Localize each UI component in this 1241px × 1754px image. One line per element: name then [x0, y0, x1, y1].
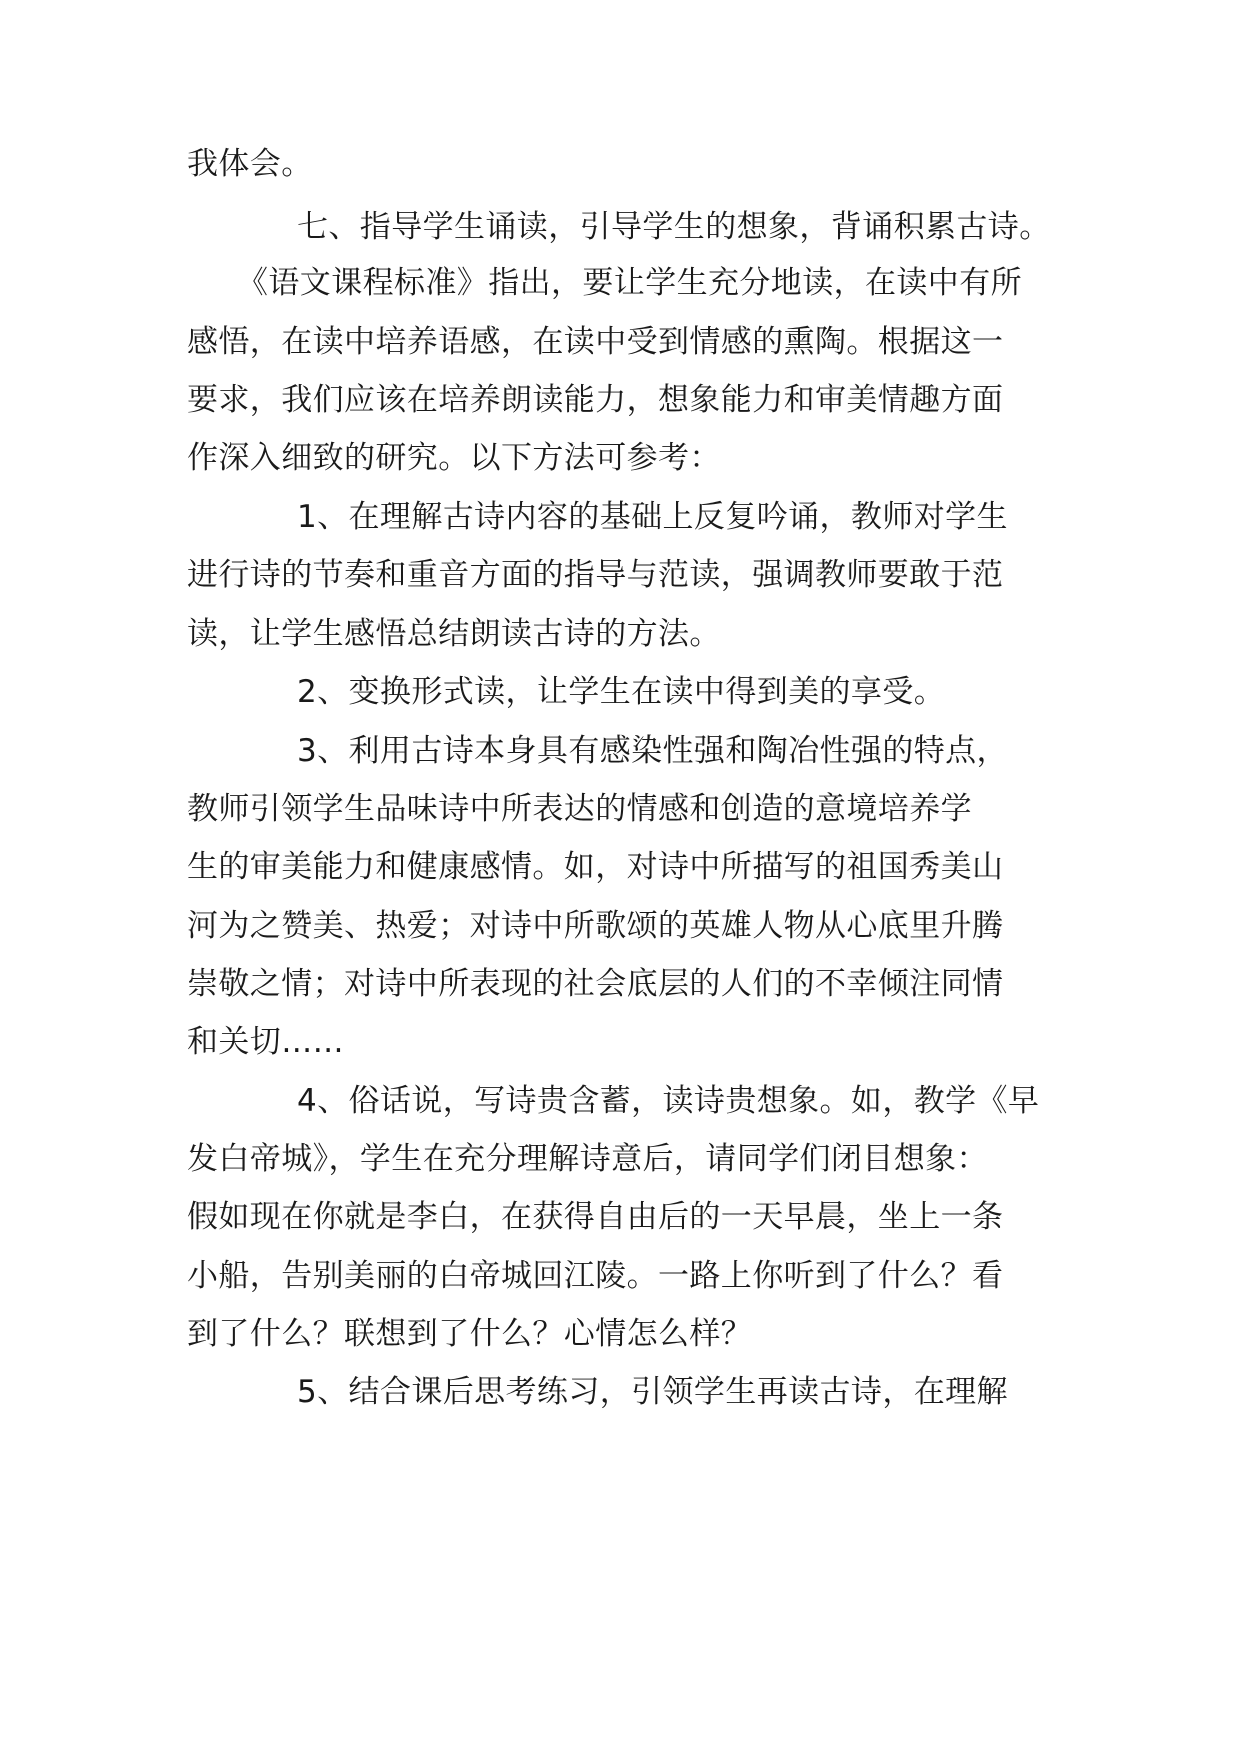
text-line: 假如现在你就是李白，在获得自由后的一天早晨，坐上一条 [187, 1199, 1004, 1235]
text-line: 感悟，在读中培养语感，在读中受到情感的熏陶。根据这一 [187, 324, 1004, 360]
text-line: 读，让学生感悟总结朗读古诗的方法。 [187, 616, 721, 652]
text-line: 教师引领学生品味诗中所表达的情感和创造的意境培养学 [187, 791, 972, 827]
text-line: 小船，告别美丽的白帝城回江陵。一路上你听到了什么？看 [187, 1258, 1004, 1294]
list-item-2: 2、变换形式读，让学生在读中得到美的享受。 [297, 674, 946, 710]
text-line: 生的审美能力和健康感情。如，对诗中所描写的祖国秀美山 [187, 849, 1004, 885]
text-line: 进行诗的节奏和重音方面的指导与范读，强调教师要敢于范 [187, 557, 1004, 593]
list-item-5: 5、结合课后思考练习，引领学生再读古诗，在理解 [297, 1374, 1008, 1410]
list-item-1: 1、在理解古诗内容的基础上反复吟诵，教师对学生 [297, 499, 1008, 535]
text-line: 作深入细致的研究。以下方法可参考： [187, 440, 721, 476]
list-item-4: 4、俗话说，写诗贵含蓄，读诗贵想象。如，教学《早 [297, 1083, 1040, 1119]
text-line: 到了什么？联想到了什么？心情怎么样？ [187, 1316, 753, 1352]
text-line: 河为之赞美、热爱；对诗中所歌颂的英雄人物从心底里升腾 [187, 908, 1004, 944]
text-line: 和关切…… [187, 1024, 344, 1060]
list-item-3: 3、利用古诗本身具有感染性强和陶冶性强的特点， [297, 733, 1008, 769]
section-heading: 七、指导学生诵读，引导学生的想象，背诵积累古诗。 [297, 209, 1051, 245]
text-line: 《语文课程标准》指出，要让学生充分地读，在读中有所 [237, 265, 1022, 301]
text-line: 要求，我们应该在培养朗读能力，想象能力和审美情趣方面 [187, 382, 1004, 418]
text-line: 崇敬之情；对诗中所表现的社会底层的人们的不幸倾注同情 [187, 966, 1004, 1002]
text-line: 我体会。 [187, 146, 313, 182]
text-line: 发白帝城》，学生在充分理解诗意后，请同学们闭目想象： [187, 1141, 988, 1177]
